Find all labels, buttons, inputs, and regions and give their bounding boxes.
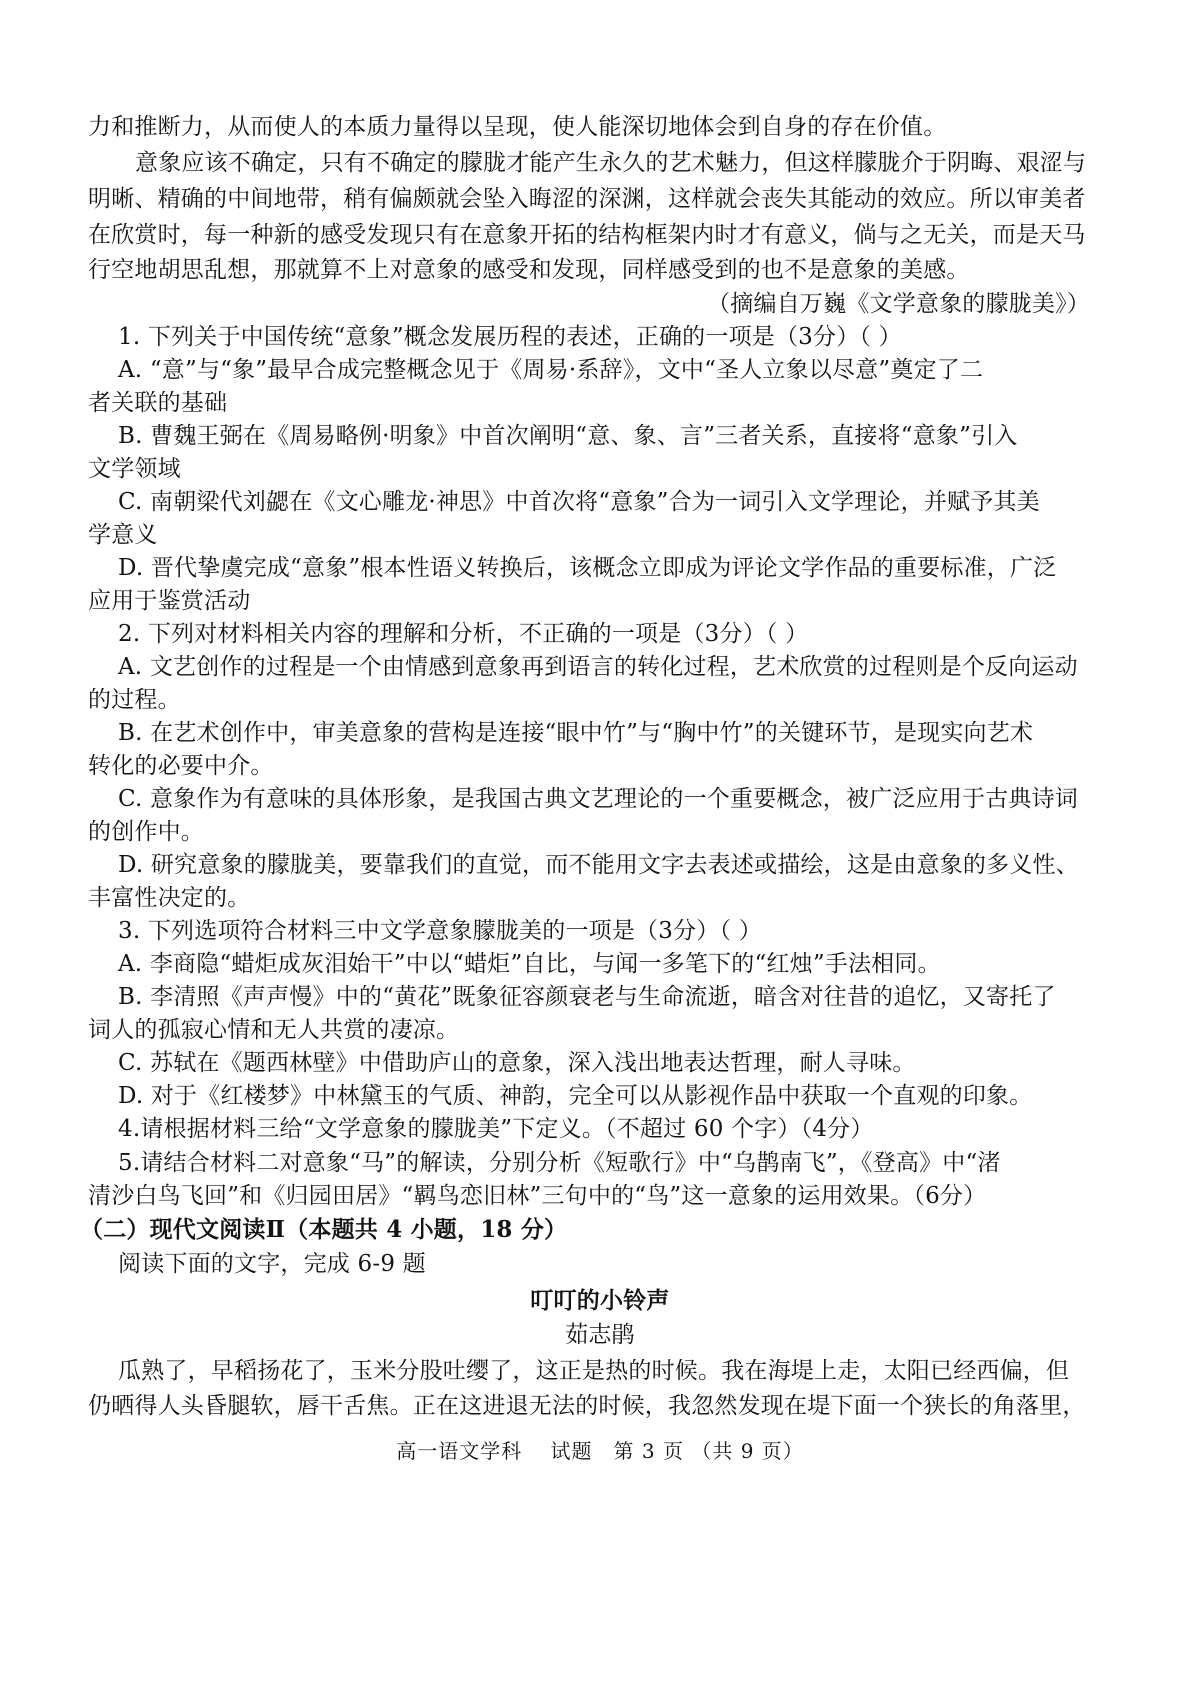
q1-option-c-cont: 学意义 [88, 522, 158, 548]
q2-option-a: A. 文艺创作的过程是一个由情感到意象再到语言的转化过程，艺术欣赏的过程则是个反向运动 [118, 654, 1078, 680]
story-body-line: 瓜熟了，早稻扬花了，玉米分股吐缨了，这正是热的时候。我在海堤上走，太阳已经西偏，但 [118, 1358, 1070, 1384]
passage-line: 行空地胡思乱想，那就算不上对意象的感受和发现，同样感受到的也不是意象的美感。 [88, 257, 970, 283]
q2-option-b-cont: 转化的必要中介。 [88, 753, 274, 779]
page-footer: 高一语文学科 试题 第 3 页 （共 9 页） [396, 1439, 804, 1463]
q2-option-c-cont: 的创作中。 [88, 819, 204, 845]
question-4-stem: 4.请根据材料三给“文学意象的朦胧美”下定义。（不超过 60 个字）（4分） [118, 1116, 874, 1142]
q1-option-d: D. 晋代挚虞完成“意象”根本性语义转换后，该概念立即成为评论文学作品的重要标准，广泛 [118, 555, 1057, 581]
passage-line: 明晰、精确的中间地带，稍有偏颇就会坠入晦涩的深渊，这样就会丧失其能动的效应。所以审美者 [88, 186, 1086, 212]
q2-option-d: D. 研究意象的朦胧美，要靠我们的直觉，而不能用文字去表述或描绘，这是由意象的多义性、 [118, 852, 1079, 878]
passage-source: （摘编自万巍《文学意象的朦胧美》） [707, 291, 1090, 317]
q1-option-b: B. 曹魏王弼在《周易略例·明象》中首次阐明“意、象、言”三者关系，直接将“意象”引入 [118, 423, 1018, 449]
question-5-stem: 5.请结合材料二对意象“马”的解读，分别分析《短歌行》中“乌鹊南飞”，《登高》中“渚 [118, 1150, 1001, 1176]
q3-option-a: A. 李商隐“蜡炬成灰泪始干”中以“蜡炬”自比，与闻一多笔下的“红烛”手法相同。 [118, 951, 941, 977]
story-title: 叮叮的小铃声 [530, 1287, 670, 1314]
question-1-stem: 1. 下列关于中国传统“意象”概念发展历程的表述，正确的一项是（3分）（ ） [118, 324, 902, 350]
question-2-stem: 2. 下列对材料相关内容的理解和分析，不正确的一项是（3分）（ ） [118, 621, 809, 647]
section-instruction: 阅读下面的文字，完成 6-9 题 [118, 1251, 426, 1277]
q1-option-c: C. 南朝梁代刘勰在《文心雕龙·神思》中首次将“意象”合为一词引入文学理论，并赋予其美 [118, 489, 1040, 515]
q2-option-a-cont: 的过程。 [88, 687, 181, 713]
q3-option-c: C. 苏轼在《题西林壁》中借助庐山的意象，深入浅出地表达哲理，耐人寻味。 [118, 1050, 916, 1076]
q1-option-a: A. “意”与“象”最早合成完整概念见于《周易·系辞》，文中“圣人立象以尽意”奠定了二 [118, 357, 984, 383]
question-3-stem: 3. 下列选项符合材料三中文学意象朦胧美的一项是（3分）（ ） [118, 918, 762, 944]
story-author: 茹志鹃 [565, 1322, 635, 1348]
question-5-stem-cont: 清沙白鸟飞回”和《归园田居》“羁鸟恋旧林”三句中的“鸟”这一意象的运用效果。（6分） [88, 1183, 987, 1209]
q1-option-b-cont: 文学领域 [88, 456, 181, 482]
q2-option-c: C. 意象作为有意味的具体形象，是我国古典文艺理论的一个重要概念，被广泛应用于古典诗词 [118, 786, 1079, 812]
q2-option-d-cont: 丰富性决定的。 [88, 885, 251, 911]
q3-option-d: D. 对于《红楼梦》中林黛玉的气质、神韵，完全可以从影视作品中获取一个直观的印象。 [118, 1083, 1033, 1109]
q1-option-d-cont: 应用于鉴赏活动 [88, 588, 251, 614]
q1-option-a-cont: 者关联的基础 [88, 390, 228, 416]
passage-line: 意象应该不确定，只有不确定的朦胧才能产生永久的艺术魅力，但这样朦胧介于阴晦、艰涩与 [135, 150, 1087, 176]
passage-line: 在欣赏时，每一种新的感受发现只有在意象开拓的结构框架内时才有意义，倘与之无关，而是天马 [88, 222, 1086, 248]
section-heading: （二）现代文阅读Ⅱ（本题共 4 小题，18 分） [80, 1216, 568, 1243]
story-body-line: 仍晒得人头昏腿软，唇干舌焦。正在这进退无法的时候，我忽然发现在堤下面一个狭长的角落里， [88, 1393, 1086, 1419]
q3-option-b-cont: 词人的孤寂心情和无人共赏的凄凉。 [88, 1017, 460, 1043]
q2-option-b: B. 在艺术创作中，审美意象的营构是连接“眼中竹”与“胸中竹”的关键环节，是现实向艺术 [118, 720, 1034, 746]
q3-option-b: B. 李清照《声声慢》中的“黄花”既象征容颜衰老与生命流逝，暗含对往昔的追忆，又寄托了 [118, 984, 1056, 1010]
passage-line: 力和推断力，从而使人的本质力量得以呈现，使人能深切地体会到自身的存在价值。 [88, 114, 947, 140]
